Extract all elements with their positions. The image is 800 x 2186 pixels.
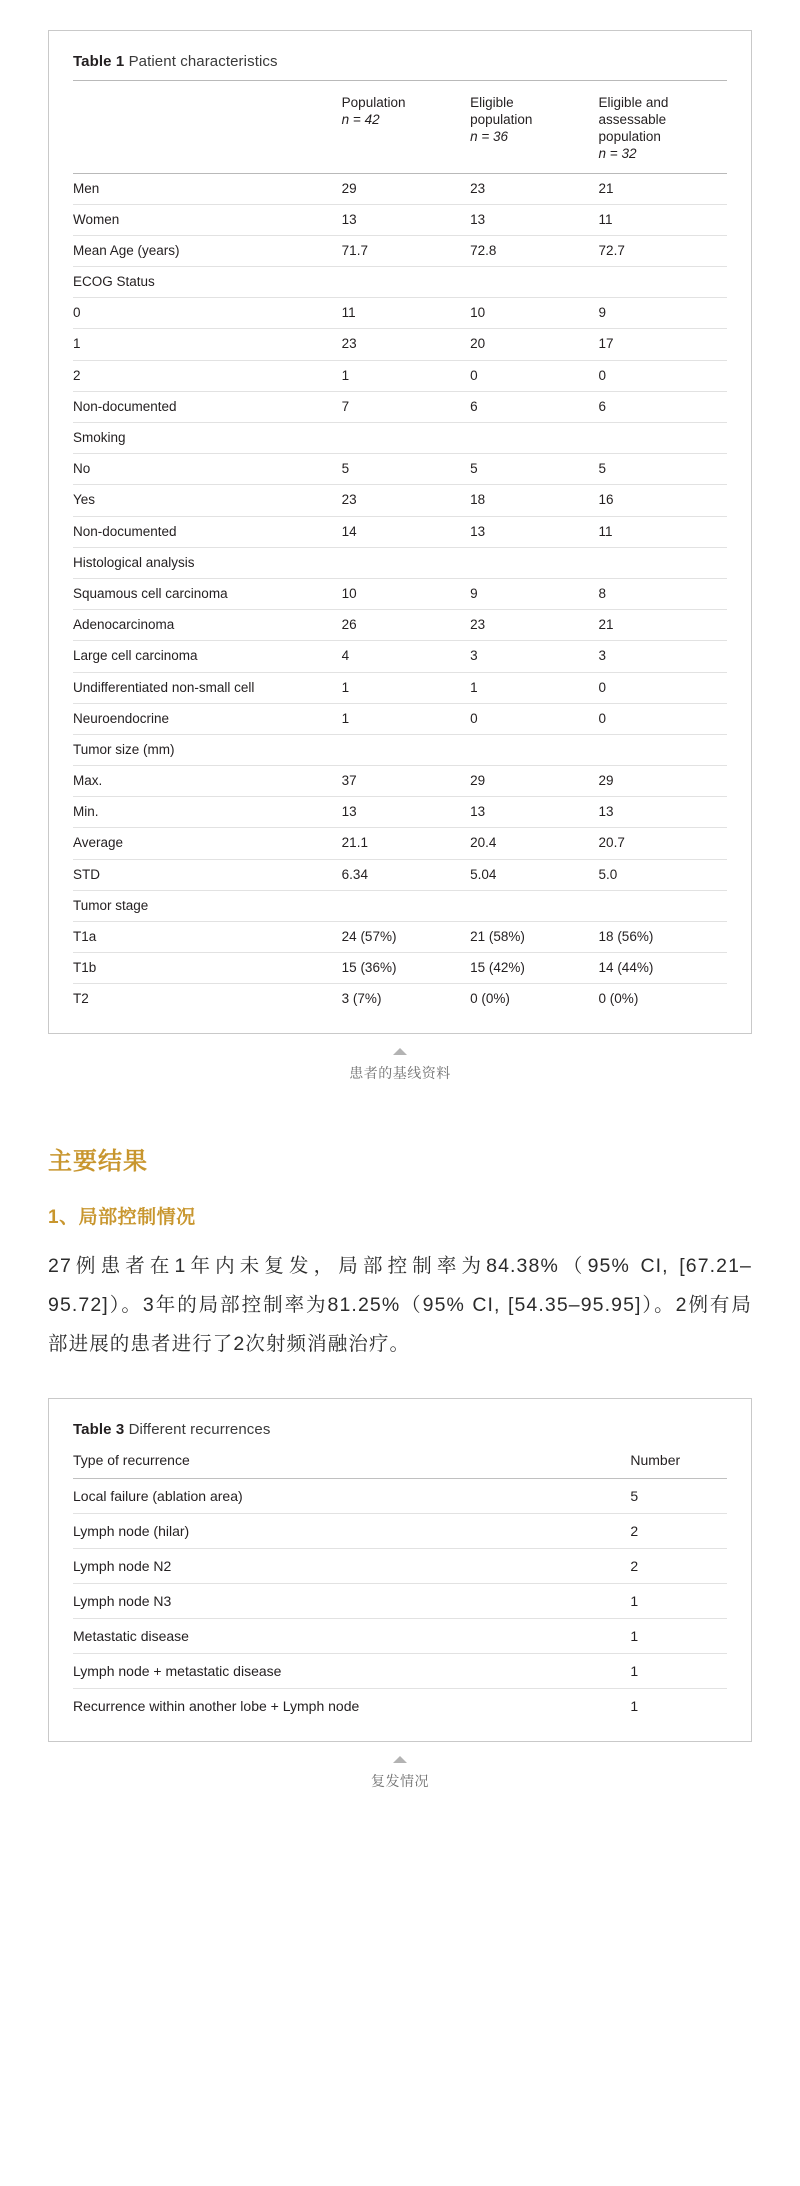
table-cell-value: 24 (57%): [341, 929, 397, 944]
table-3-title-text: Different recurrences: [128, 1420, 271, 1438]
table-3-header-number: Number: [630, 1451, 681, 1468]
header-eligible-line1: Eligible: [470, 95, 514, 110]
table-row: [73, 1548, 727, 1583]
table-cell-value: 11: [598, 523, 613, 539]
table-cell-value: 5.0: [598, 866, 618, 882]
table-cell-value: [342, 890, 470, 921]
table-1-body: [73, 173, 727, 1015]
table-cell-value: [342, 423, 470, 454]
table-row: [73, 547, 727, 578]
table-1-header-row: [73, 91, 727, 173]
table-cell-value: 20.4: [470, 835, 497, 851]
table-row: [73, 204, 727, 235]
table-cell-value: 5: [470, 461, 478, 477]
table-cell-label: 1: [73, 336, 81, 352]
table-cell-value: 5.04: [470, 866, 497, 882]
table-cell-type: Lymph node (hilar): [73, 1522, 190, 1539]
table-row: [73, 235, 727, 266]
header-assessable-line2: assessable: [598, 111, 667, 127]
table-cell-value: 3: [598, 648, 607, 664]
table-cell-type: Lymph node N2: [73, 1557, 172, 1574]
table-row: [73, 267, 727, 298]
table-row: [73, 1583, 727, 1618]
table-row: [73, 859, 727, 890]
table-cell-value: 1: [341, 710, 350, 726]
table-cell-value: 11: [598, 211, 613, 227]
table-1-card: [48, 30, 752, 1034]
table-row: [73, 610, 727, 641]
table-row: [73, 734, 727, 765]
table-cell-value: 13: [341, 804, 357, 820]
table-cell-type: Lymph node + metastatic disease: [73, 1662, 282, 1679]
table-row: [73, 454, 727, 485]
table-cell-value: 3 (7%): [341, 991, 382, 1007]
table-cell-value: 9: [470, 585, 478, 601]
table-row: [73, 360, 727, 391]
table-row: [73, 298, 727, 329]
table-cell-label: T2: [73, 991, 89, 1007]
table-1-caption: 患者的基线资料: [349, 1064, 451, 1081]
table-3-body: [73, 1478, 727, 1723]
table-cell-value: 23: [470, 180, 486, 196]
table-cell-value: 11: [341, 305, 356, 321]
table-cell-value: [470, 267, 598, 298]
table-cell-value: 29: [341, 180, 357, 196]
body-paragraph: 27例患者在1年内未复发，局部控制率为84.38%（95% CI, [67.21–95.72]）。3年的局部控制率为81.25%（95% CI, [54.35–95.95]）。2例有局部进展的患者进行了2次射频消融治疗。: [48, 1254, 752, 1355]
table-cell-value: 7: [341, 398, 350, 414]
table-row: [73, 641, 727, 672]
table-cell-value: [599, 267, 727, 298]
table-cell-value: [470, 423, 598, 454]
table-cell-value: 26: [341, 617, 357, 633]
table-cell-value: 23: [341, 492, 357, 508]
caret-up-icon: [393, 1048, 407, 1055]
table-cell-value: 72.7: [598, 242, 625, 258]
table-3-caption: 复发情况: [371, 1772, 429, 1789]
table-cell-label: Non-documented: [73, 398, 177, 414]
table-3-head: [73, 1446, 727, 1479]
table-cell-value: [470, 547, 598, 578]
table-cell-value: 13: [470, 211, 486, 227]
table-row: [73, 329, 727, 360]
table-cell-label: STD: [73, 866, 100, 882]
table-cell-value: 18 (56%): [598, 929, 654, 944]
table-cell-label: Average: [73, 835, 124, 851]
table-row: [73, 922, 727, 953]
table-row: [73, 953, 727, 984]
table-cell-label: Tumor stage: [73, 897, 149, 913]
table-1-header-eligible: [470, 91, 598, 173]
table-3-title-label: Table 3: [73, 1420, 125, 1438]
table-cell-value: [599, 734, 727, 765]
table-1-header-assessable: [599, 91, 727, 173]
table-3-title: [73, 1421, 727, 1442]
table-row: [73, 391, 727, 422]
table-row: [73, 766, 727, 797]
table-3-header-row: [73, 1446, 727, 1479]
table-cell-value: 0 (0%): [470, 991, 510, 1007]
table-cell-value: 13: [598, 804, 614, 820]
header-assessable-line4: n = 32: [598, 145, 637, 161]
header-eligible-line2: population: [470, 111, 533, 127]
table-cell-value: 0 (0%): [598, 991, 639, 1007]
table-cell-number: 1: [630, 1662, 639, 1679]
table-3-card: [48, 1398, 752, 1742]
table-cell-value: [599, 423, 727, 454]
table-cell-value: 1: [341, 679, 350, 695]
table-cell-type: Local failure (ablation area): [73, 1487, 243, 1504]
table-3-caption-wrap: [48, 1756, 752, 1791]
table-row: [73, 672, 727, 703]
table-cell-value: 6: [470, 398, 478, 414]
table-cell-value: 29: [470, 773, 486, 789]
table-cell-label: Large cell carcinoma: [73, 648, 198, 664]
table-cell-type: Recurrence within another lobe + Lymph node: [73, 1697, 360, 1714]
table-cell-number: 2: [630, 1557, 639, 1574]
table-3: [73, 1446, 727, 1723]
table-cell-label: ECOG Status: [73, 274, 155, 290]
table-cell-value: 5: [341, 461, 350, 477]
header-population-line2: n = 42: [341, 111, 380, 127]
table-cell-number: 1: [630, 1697, 639, 1714]
table-cell-value: 23: [470, 617, 486, 633]
table-row: [73, 578, 727, 609]
table-row: [73, 1688, 727, 1723]
table-cell-value: 16: [598, 492, 614, 508]
table-cell-value: 15 (36%): [341, 960, 397, 976]
table-1-caption-wrap: [48, 1048, 752, 1083]
table-cell-label: Adenocarcinoma: [73, 617, 175, 633]
table-cell-value: 1: [341, 367, 350, 383]
table-cell-value: [342, 547, 470, 578]
table-row: [73, 423, 727, 454]
table-1-head: [73, 91, 727, 173]
table-cell-value: 21.1: [341, 835, 368, 851]
table-cell-label: Smoking: [73, 430, 126, 445]
table-cell-label: Histological analysis: [73, 554, 195, 570]
table-cell-number: 5: [630, 1487, 639, 1504]
table-3-header-type: Type of recurrence: [73, 1451, 190, 1468]
table-cell-value: 0: [598, 679, 607, 695]
table-row: [73, 1478, 727, 1513]
table-row: [73, 797, 727, 828]
header-assessable-line3: population: [598, 128, 661, 144]
table-cell-value: 21: [598, 180, 614, 196]
table-cell-value: 0: [470, 710, 478, 726]
table-cell-label: T1a: [73, 929, 97, 944]
table-1: [73, 91, 727, 1015]
table-cell-value: 13: [470, 804, 486, 820]
table-cell-value: 17: [598, 336, 614, 352]
table-cell-value: [470, 734, 598, 765]
table-cell-label: Mean Age (years): [73, 242, 180, 258]
table-cell-label: Undifferentiated non-small cell: [73, 679, 255, 695]
table-cell-label: Women: [73, 211, 120, 227]
table-cell-number: 1: [630, 1592, 639, 1609]
header-population-line1: Population: [341, 95, 406, 110]
table-row: [73, 516, 727, 547]
table-cell-value: 20: [470, 336, 486, 352]
table-cell-value: 10: [470, 305, 486, 321]
table-cell-value: [599, 547, 727, 578]
table-cell-value: 3: [470, 648, 478, 664]
section-heading-local-control: 1、局部控制情况: [48, 1206, 196, 1228]
table-cell-value: 8: [598, 585, 607, 601]
table-cell-value: [342, 267, 470, 298]
caret-up-icon: [393, 1756, 407, 1763]
table-row: [73, 173, 727, 204]
section-heading-main-results: 主要结果: [48, 1147, 148, 1175]
table-cell-value: 20.7: [598, 835, 625, 851]
table-cell-value: 21 (58%): [470, 929, 525, 944]
table-row: [73, 984, 727, 1015]
table-cell-value: 13: [341, 211, 357, 227]
table-cell-value: 1: [470, 679, 478, 695]
table-cell-type: Metastatic disease: [73, 1627, 189, 1644]
table-row: [73, 1653, 727, 1688]
table-cell-label: 2: [73, 367, 81, 383]
table-cell-value: 15 (42%): [470, 960, 525, 976]
table-cell-value: 14 (44%): [598, 960, 654, 976]
table-row: [73, 890, 727, 921]
table-cell-label: Min.: [73, 804, 99, 820]
table-cell-label: Max.: [73, 773, 103, 789]
table-cell-label: Neuroendocrine: [73, 710, 170, 726]
table-cell-value: 9: [598, 305, 607, 321]
table-row: [73, 703, 727, 734]
table-cell-label: 0: [73, 305, 81, 321]
table-cell-value: 6: [598, 398, 607, 414]
table-row: [73, 485, 727, 516]
table-cell-value: [599, 890, 727, 921]
table-1-title-text: Patient characteristics: [128, 53, 278, 70]
table-cell-value: [470, 890, 598, 921]
table-cell-value: 21: [598, 617, 614, 633]
table-cell-value: 4: [341, 648, 350, 664]
table-cell-label: Tumor size (mm): [73, 741, 175, 757]
table-cell-type: Lymph node N3: [73, 1592, 172, 1609]
table-1-title-label: Table 1: [73, 53, 125, 70]
table-cell-value: 71.7: [341, 242, 368, 258]
table-cell-value: 0: [598, 710, 607, 726]
table-1-header-population: [342, 91, 470, 173]
table-cell-number: 2: [630, 1522, 639, 1539]
table-cell-value: [342, 734, 470, 765]
table-cell-label: Men: [73, 180, 100, 196]
table-cell-label: No: [73, 461, 91, 477]
table-cell-value: 29: [598, 773, 614, 789]
table-row: [73, 1513, 727, 1548]
header-assessable-line1: Eligible and: [598, 95, 669, 110]
table-row: [73, 1618, 727, 1653]
table-cell-value: 18: [470, 492, 486, 508]
table-cell-label: Non-documented: [73, 523, 177, 539]
table-cell-number: 1: [630, 1627, 639, 1644]
table-cell-value: 5: [598, 461, 607, 477]
table-cell-label: Yes: [73, 492, 96, 508]
table-cell-value: 0: [470, 367, 478, 383]
table-cell-label: Squamous cell carcinoma: [73, 585, 228, 601]
table-cell-value: 37: [341, 773, 357, 789]
table-1-title: [73, 53, 727, 81]
table-row: [73, 828, 727, 859]
table-cell-value: 13: [470, 523, 486, 539]
table-cell-value: 10: [341, 585, 357, 601]
table-cell-value: 0: [598, 367, 607, 383]
header-eligible-line3: n = 36: [470, 128, 509, 144]
table-cell-value: 6.34: [341, 866, 368, 882]
table-1-header-blank: [73, 91, 342, 173]
table-cell-label: T1b: [73, 960, 97, 976]
table-cell-value: 23: [341, 336, 357, 352]
table-cell-value: 14: [341, 523, 357, 539]
table-cell-value: 72.8: [470, 242, 497, 258]
